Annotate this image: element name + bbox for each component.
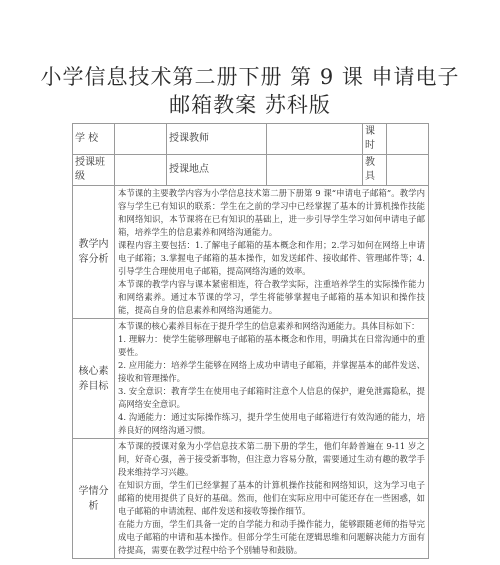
document-title-line-2: 邮箱教案 苏科版 <box>169 93 331 117</box>
teaching-aids-value <box>387 155 429 186</box>
paragraph: 本节课的授课对象为小学信息技术第二册下册的学生，他们年龄普遍在 9-11 岁之间，好奇心强，善于接受新事物，但注意力容易分散，需要通过生动有趣的教学手段来维持学习兴趣。 <box>118 441 425 477</box>
paragraph: 课程内容主要包括：1.了解电子邮箱的基本概念和作用；2.学习如何在网络上申请电子邮箱；3.掌握电子邮箱的基本操作，如发送邮件、接收邮件、管理邮件等；4.引导学生合理使用电子邮箱，提高网络沟通的效率。 <box>118 240 425 276</box>
document-title-line-1: 小学信息技术第二册下册 第 9 课 申请电子 <box>40 65 460 89</box>
lesson-plan-table <box>72 123 429 559</box>
paragraph: 在能力方面，学生们具备一定的自学能力和动手操作能力，能够跟随老师的指导完成电子邮箱的申请和基本操作。但部分学生可能在逻辑思维和问题解决能力方面有待提高，需要在教学过程中给予个别辅导和鼓励。 <box>118 519 425 555</box>
paragraph: 4. 沟通能力：通过实际操作练习，提升学生使用电子邮箱进行有效沟通的能力，培养良好的网络沟通习惯。 <box>118 412 425 435</box>
school-label: 学 校 <box>73 124 115 155</box>
paragraph: 1. 理解力：使学生能够理解电子邮箱的基本概念和作用，明确其在日常沟通中的重要性。 <box>118 334 425 357</box>
teacher-value <box>267 124 363 155</box>
info-row-2 <box>73 155 429 186</box>
section-content <box>115 186 429 319</box>
teacher-label: 授课教师 <box>167 124 267 155</box>
period-label: 课时 <box>363 124 387 155</box>
info-row-1 <box>73 124 429 155</box>
section-label: 核心素养目标 <box>73 319 115 439</box>
teaching-aids-label: 教具 <box>363 155 387 186</box>
school-value <box>115 124 167 155</box>
section-content <box>115 319 429 439</box>
period-value <box>387 124 429 155</box>
location-label: 授课地点 <box>167 155 267 186</box>
paragraph: 本节课的核心素养目标在于提升学生的信息素养和网络沟通能力。具体目标如下： <box>118 321 420 331</box>
section-row-content-analysis <box>73 186 429 319</box>
paragraph: 本节课的教学内容与课本紧密相连，符合教学实际，注重培养学生的实际操作能力和网络素养。通过本节课的学习，学生将能够掌握电子邮箱的基本知识和操作技能，提高自身的信息素养和网络沟通能力。 <box>118 279 425 315</box>
section-row-core-goals <box>73 319 429 439</box>
location-value <box>267 155 363 186</box>
paragraph: 在知识方面，学生们已经掌握了基本的计算机操作技能和网络知识，这为学习电子邮箱的使用提供了良好的基础。然而，他们在实际应用中可能还存在一些困惑，如电子邮箱的申请流程、邮件发送和接收等操作细节。 <box>118 480 425 516</box>
paragraph: 3. 安全意识：教育学生在使用电子邮箱时注意个人信息的保护，避免泄露隐私，提高网络安全意识。 <box>118 386 425 409</box>
section-row-student-analysis <box>73 439 429 559</box>
section-content <box>115 439 429 559</box>
section-label: 学情分析 <box>73 439 115 559</box>
section-label: 教学内容分析 <box>73 186 115 319</box>
paragraph: 本节课的主要教学内容为小学信息技术第二册下册第 9 课“申请电子邮箱”。教学内容与学生已有知识的联系：学生在之前的学习中已经掌握了基本的计算机操作技能和网络知识，本节课将在已有知识的基础上，进一步引导学生学习如何申请电子邮箱，培养学生的信息素养和网络沟通能力。 <box>118 188 425 237</box>
paragraph: 2. 应用能力：培养学生能够在网络上成功申请电子邮箱，并掌握基本的邮件发送、接收和管理操作。 <box>118 360 425 383</box>
class-value <box>115 155 167 186</box>
class-label: 授课班级 <box>73 155 115 186</box>
